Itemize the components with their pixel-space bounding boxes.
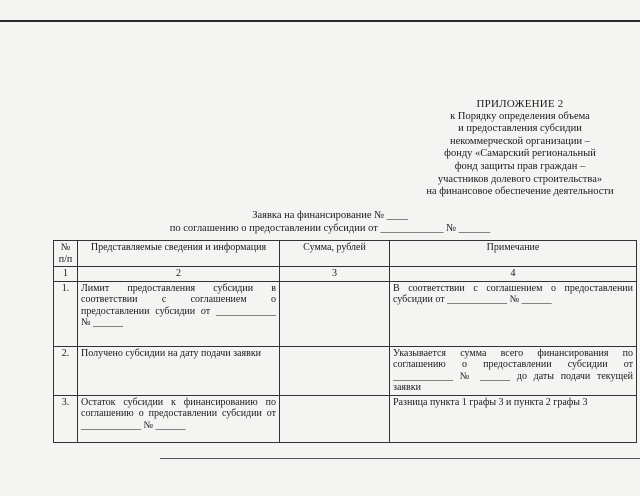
row-sum[interactable] (280, 281, 390, 346)
row-num: 2. (54, 346, 78, 395)
row-info: Остаток субсидии к финансированию по соглашению о предоставлении субсидии от ____________ № ______ (78, 395, 280, 442)
financing-table (53, 240, 637, 443)
row-num: 3. (54, 395, 78, 442)
appendix-title: ПРИЛОЖЕНИЕ 2 (476, 98, 564, 110)
appendix-line: участников долевого строительства» (437, 173, 603, 185)
row-info: Получено субсидии на дату подачи заявки (78, 346, 280, 395)
row-sum[interactable] (280, 346, 390, 395)
appendix-line: к Порядку определения объема (450, 110, 590, 122)
index-cell: 3 (280, 267, 390, 282)
appendix-line: некоммерческой организации – (449, 135, 590, 147)
table-row (54, 395, 637, 442)
table-row (54, 281, 637, 346)
appendix-line: фонду «Самарский региональный (444, 148, 596, 160)
header-num: № п/п (54, 241, 78, 267)
appendix-line: на финансовое обеспечение деятельности (426, 186, 614, 198)
request-title: Заявка на финансирование № ____ (252, 210, 408, 221)
index-cell: 2 (78, 267, 280, 282)
index-cell: 1 (54, 267, 78, 282)
table-row (54, 346, 637, 395)
row-num: 1. (54, 281, 78, 346)
row-note: В соответствии с соглашением о предоставлении субсидии от ____________ № ______ (390, 281, 637, 346)
top-rule (0, 20, 640, 22)
appendix-header (400, 98, 640, 199)
row-note: Указывается сумма всего финансирования по соглашению о предоставлении субсидии от ____________ № ______ до даты подачи текущей заявки (390, 346, 637, 395)
appendix-line: фонд защиты прав граждан – (454, 160, 586, 172)
bottom-rule (160, 458, 640, 459)
row-info: Лимит предоставления субсидии в соответствии с соглашением о предоставлении субсидии от ____________ № ______ (78, 281, 280, 346)
header-info: Представляемые сведения и информация (78, 241, 280, 267)
row-note: Разница пункта 1 графы 3 и пункта 2 графы 3 (390, 395, 637, 442)
header-note: Примечание (390, 241, 637, 267)
table-index-row (54, 267, 637, 282)
header-sum: Сумма, рублей (280, 241, 390, 267)
appendix-line: и предоставления субсидии (458, 123, 582, 135)
request-heading (150, 209, 510, 235)
index-cell: 4 (390, 267, 637, 282)
row-sum[interactable] (280, 395, 390, 442)
table-header-row (54, 241, 637, 267)
request-agreement: по соглашению о предоставлении субсидии от ____________ № ______ (169, 223, 491, 234)
